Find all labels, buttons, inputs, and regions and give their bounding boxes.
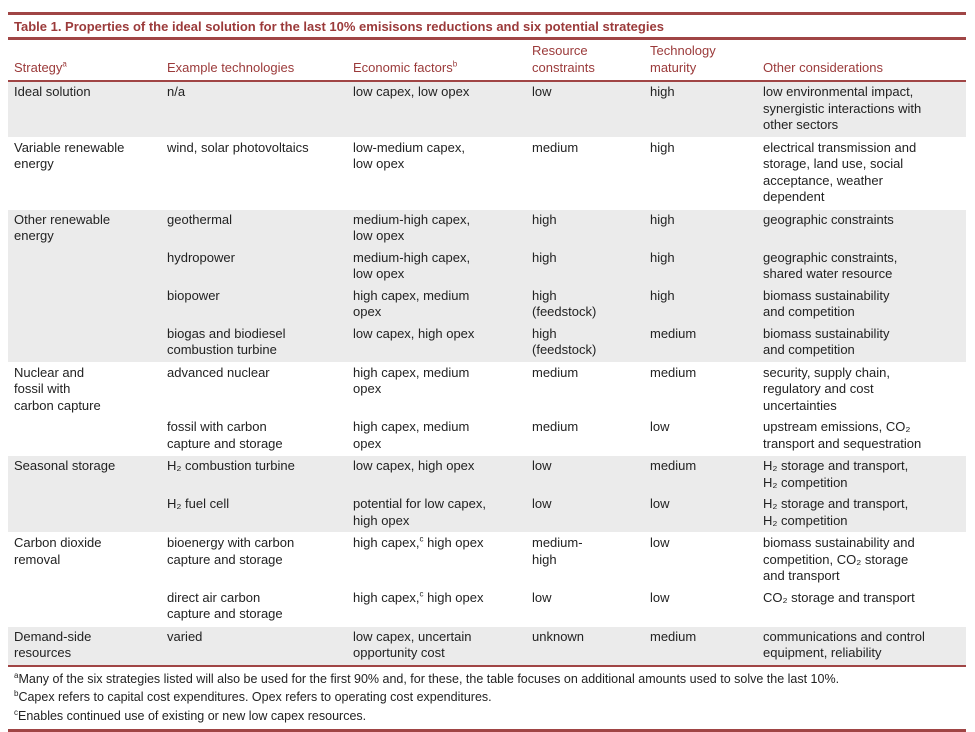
resource-cell: medium (526, 137, 644, 209)
econ-cell: low-medium capex, low opex (347, 137, 526, 209)
column-header-label: Technology maturity (650, 43, 716, 75)
maturity-cell: high (644, 137, 757, 209)
resource-cell: medium (526, 362, 644, 417)
table-row (8, 533, 966, 588)
maturity-cell: low (644, 533, 757, 588)
properties-table (8, 40, 966, 665)
other-cell: upstream emissions, CO₂ transport and sequestration (763, 419, 922, 451)
strategy-cell: Ideal solution (8, 81, 161, 137)
maturity-cell: low (650, 419, 670, 434)
resource-cell: high (feedstock) (526, 324, 644, 363)
econ-cell (347, 588, 526, 627)
econ-text: high capex, (353, 535, 420, 550)
table-title: Table 1. Properties of the ideal solution for the last 10% emisisons reductions and six potential strategies (14, 19, 664, 34)
resource-cell: medium (532, 419, 579, 434)
footnote-text: Capex refers to capital cost expenditures. Opex refers to operating cost expenditures. (18, 690, 492, 704)
resource-cell: low (532, 589, 552, 605)
resource-cell: medium- high (526, 533, 644, 588)
resource-cell: low (526, 494, 644, 533)
column-header (757, 40, 966, 81)
strategy-cell: Seasonal storage (8, 456, 161, 533)
other-cell: security, supply chain, regulatory and cost uncertainties (757, 362, 966, 417)
column-header (161, 40, 347, 81)
column-header-label: Other considerations (763, 59, 883, 75)
footnote-mark: a (14, 670, 19, 680)
table-figure (8, 12, 966, 732)
tech-cell: bioenergy with carbon capture and storage (161, 533, 347, 588)
maturity-cell: medium (644, 324, 757, 363)
tech-cell: hydropower (161, 248, 347, 286)
footnote (14, 688, 966, 707)
tech-cell: geothermal (161, 209, 347, 248)
tech-cell: H₂ combustion turbine (161, 456, 347, 495)
other-cell: geographic constraints (757, 209, 966, 248)
footnote (14, 707, 966, 726)
econ-cell: high capex, medium opex (353, 419, 470, 451)
econ-cell: high capex, medium opex (347, 286, 526, 324)
econ-cell: medium-high capex, low opex (347, 209, 526, 248)
econ-cell: low capex, uncertain opportunity cost (347, 626, 526, 665)
econ-cell: low capex, high opex (347, 324, 526, 363)
other-cell: low environmental impact, synergistic interactions with other sectors (757, 81, 966, 137)
footnote-text: Many of the six strategies listed will also be used for the first 90% and, for these, the table focuses on additional amounts used to solve the last 10%. (18, 671, 840, 686)
maturity-cell: low (644, 494, 757, 533)
table-row (8, 456, 966, 495)
maturity-cell: medium (644, 362, 757, 417)
table-row (8, 362, 966, 417)
footnote-mark: b (14, 688, 19, 698)
econ-text-after: high opex (423, 535, 484, 550)
other-cell: communications and control equipment, reliability (757, 626, 966, 665)
tech-cell: fossil with carbon capture and storage (167, 419, 283, 451)
econ-cell: low capex, low opex (347, 81, 526, 137)
econ-cell: low capex, high opex (347, 456, 526, 495)
tech-cell: direct air carbon capture and storage (167, 589, 283, 621)
footnote (14, 670, 966, 689)
resource-cell: high (526, 248, 644, 286)
econ-cell: potential for low capex, high opex (347, 494, 526, 533)
tech-cell: biopower (161, 286, 347, 324)
footnote-mark: c (419, 534, 424, 544)
footnote-mark: c (14, 707, 18, 717)
econ-cell (347, 533, 526, 588)
maturity-cell: low (650, 589, 670, 605)
column-header (347, 40, 526, 81)
column-header-label: Example technologies (167, 59, 295, 75)
maturity-cell: high (644, 248, 757, 286)
maturity-cell: medium (644, 626, 757, 665)
footnote-text: Enables continued use of existing or new low capex resources. (18, 708, 367, 723)
econ-text: high capex, (353, 589, 420, 605)
resource-cell: unknown (526, 626, 644, 665)
tech-cell: n/a (161, 81, 347, 137)
tech-cell: varied (161, 626, 347, 665)
resource-cell: low (526, 81, 644, 137)
other-cell: biomass sustainability and competition (757, 324, 966, 363)
maturity-cell: high (644, 209, 757, 248)
strategy-cell: Variable renewable energy (8, 137, 161, 209)
tech-cell: H₂ fuel cell (161, 494, 347, 533)
column-header-label: Resource constraints (532, 43, 595, 75)
resource-cell: low (526, 456, 644, 495)
econ-cell: medium-high capex, low opex (347, 248, 526, 286)
table-row (8, 137, 966, 209)
other-cell: CO₂ storage and transport (763, 589, 915, 605)
tech-cell: advanced nuclear (161, 362, 347, 417)
column-header (526, 40, 644, 81)
footnote-mark: c (419, 589, 424, 599)
table-row (8, 626, 966, 665)
footnote-mark: b (452, 59, 458, 69)
header-row (8, 40, 966, 81)
column-header-label: Strategy (14, 59, 63, 75)
tech-cell: biogas and biodiesel combustion turbine (161, 324, 347, 363)
maturity-cell: high (644, 81, 757, 137)
strategy-cell: Nuclear and fossil with carbon capture (8, 362, 161, 456)
table-row (8, 81, 966, 137)
footnote-mark: a (62, 59, 67, 69)
tech-cell: wind, solar photovoltaics (161, 137, 347, 209)
strategy-cell: Other renewable energy (8, 209, 161, 362)
column-header (644, 40, 757, 81)
econ-text-after: high opex (423, 589, 484, 605)
resource-cell: high (526, 209, 644, 248)
other-cell: biomass sustainability and competition (757, 286, 966, 324)
other-cell: geographic constraints, shared water resource (757, 248, 966, 286)
other-cell: H₂ storage and transport, H₂ competition (757, 456, 966, 495)
column-header (8, 40, 161, 81)
table-row (8, 209, 966, 248)
resource-cell: high (feedstock) (526, 286, 644, 324)
other-cell: biomass sustainability and competition, CO₂ storage and transport (757, 533, 966, 588)
strategy-cell: Demand-side resources (8, 626, 161, 665)
maturity-cell: high (644, 286, 757, 324)
maturity-cell: medium (644, 456, 757, 495)
strategy-cell: Carbon dioxide removal (8, 533, 161, 627)
column-header-label: Economic factors (353, 59, 453, 75)
other-cell: electrical transmission and storage, land use, social acceptance, weather dependent (757, 137, 966, 209)
econ-cell: high capex, medium opex (347, 362, 526, 417)
other-cell: H₂ storage and transport, H₂ competition (757, 494, 966, 533)
